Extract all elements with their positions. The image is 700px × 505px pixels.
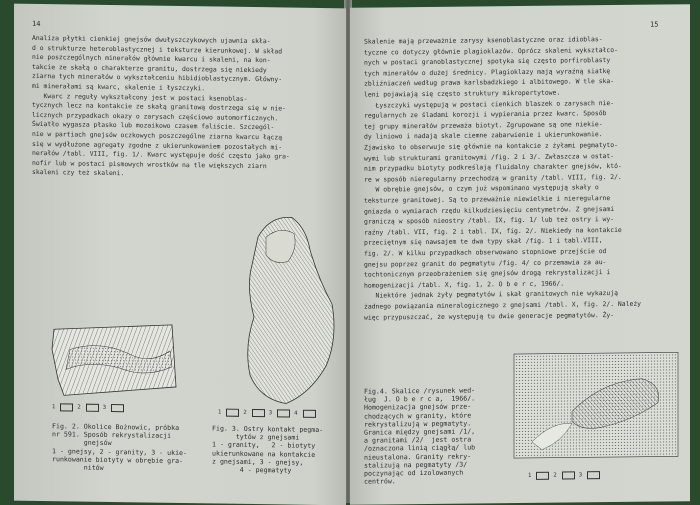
text-line: tycznych lecz na kontakcie ze skałą granitową dostrzega się w nie-	[32, 101, 286, 113]
caption-line: nitów	[52, 463, 104, 472]
fig3-legend-swatch-1	[226, 409, 239, 417]
text-line: graniczą w sposób nieostry /tabl. IX, fig. 1/ lub też ostry i wy-	[364, 215, 615, 226]
figure-3-caption	[212, 424, 323, 475]
text-line: tych minerałów o dużej średnicy. Plagioklazy mają wyraźną siatkę	[364, 66, 611, 78]
caption-line: z gnejsami, 3 - gnejsy,	[212, 457, 304, 467]
text-line: Analiza płytki cienkiej gnejsów dwułyszczykowych ujawnia skła-	[32, 33, 271, 46]
fig4-legend-swatch-2	[562, 471, 575, 479]
text-line: mi minerałami są kwarc, skalenie i łyszczyki.	[32, 81, 206, 93]
text-line: gnejsu poprzez granit do pegmatytu /fig. 4/ co przemawia za au-	[364, 257, 607, 269]
fig4-legend-swatch-3	[587, 471, 600, 479]
text-line: wymi lub strukturami granitowymi /fig. 2 i 3/. Zwłaszcza w ostat-	[364, 151, 615, 163]
fig2-legend-1: 1	[52, 404, 56, 411]
right-page	[350, 4, 690, 505]
text-line: licznych przypadkach okazy o zarysach częściowo automorficznych.	[32, 110, 279, 123]
text-line: się w wydłużone agregaty zgodne z ukierunkowaniem pozostałych mi-	[32, 139, 283, 152]
fig4-legend-1: 1	[528, 472, 532, 479]
caption-line: Granica między gnejsami /1/,	[364, 427, 476, 437]
fig4-legend-swatch-1	[536, 472, 549, 480]
text-line: więc przypuszczać, że występują tu dwie generacje pegmatytów. Ży-	[364, 310, 615, 322]
text-line: re w sposób nieregularny przechodzą w granity /tabl. VIII, fig. 2/.	[364, 172, 622, 184]
text-line: regularnych ze śladami korozji i wypierania przez kwarc. Sposób	[364, 109, 607, 120]
caption-line: /oznaczona linią ciągłą/ lub	[364, 443, 476, 454]
caption-line: nieustalona. Granity rekry-	[364, 452, 472, 462]
caption-line: ług J. O b e r c a, 1966/.	[364, 394, 476, 404]
figure-2-legend	[52, 403, 124, 412]
text-line: Zjawisko to obserwuje się głównie na kontakcie z żyłami pegmatyto-	[364, 140, 618, 152]
caption-line: Homogenizacja gnejsów prze-	[364, 402, 472, 413]
fig3-legend-2: 2	[243, 409, 247, 416]
fig2-legend-2: 2	[77, 404, 81, 411]
text-line: nie w partiach gnejsów oczkowych poszczególne ziarna kwarcu łączą	[32, 129, 283, 142]
fig2-legend-swatch-1	[60, 403, 73, 411]
left-page	[14, 4, 346, 505]
caption-line: 4 - pegmatyty	[212, 465, 292, 475]
figure-3-legend	[218, 409, 316, 418]
fig4-legend-3: 3	[578, 472, 583, 479]
text-line: homogenizacji /tabl. X, fig. 1, 2. O b e r c, 1966/.	[364, 279, 565, 290]
caption-line: tytów z gnejsami	[212, 432, 300, 442]
text-line: leni pojawiają się często struktury mikropertytowe.	[364, 88, 561, 99]
text-line: gniazda o wymiarach rzędu kilkudziesięciu centymetrów. Z gnejsami	[364, 204, 615, 216]
text-line: Niektóre jednak żyły pegmatytów i skał granitowych nie wykazują	[364, 289, 618, 301]
fig3-legend-4: 4	[294, 410, 298, 417]
text-line: Światło wygasza płasko lub mozaikowo czasem faliście. Szczegól-	[32, 120, 275, 132]
text-line: dy liniowo i nadają skale ciemne zabarwienie i ukierunkowanie.	[364, 130, 603, 142]
text-line: d o strukturze heteroblastycznej i teksturze kierunkowej. W skład	[32, 43, 283, 56]
text-line: Skalenie mają przeważnie zarysy ksenoblastyczne oraz idioblas-	[364, 35, 603, 46]
text-line: skaleni czy też skaleni.	[32, 168, 125, 178]
text-line: nie poszczególnych minerałów głównie kwarcu i skaleni, na kon-	[32, 53, 271, 65]
caption-line: a granitami /2/ jest ostra	[364, 435, 472, 445]
text-line: tyczne co dotyczy głównie plagioklazów. Oprócz skaleni wykształco-	[364, 45, 618, 57]
caption-line: poczynając od izolowanych	[364, 468, 464, 478]
figure-2-caption	[52, 422, 187, 473]
text-line: tochtonicznym przeobrażeniem się gnejsów drogą rekrystalizacji i	[364, 268, 611, 279]
text-line: Łyszczyki występują w postaci cienkich blaszek o zarysach nie-	[364, 98, 615, 110]
fig3-legend-swatch-4	[303, 410, 316, 418]
caption-line: stalizują na pegmatyty /3/	[364, 460, 468, 470]
caption-line: ukierunkowane na kontakcie	[212, 449, 316, 459]
text-line: żadnego powiązania mineralogicznego z gnejsami /tabl. X, fig. 2/. Należy	[364, 299, 642, 311]
caption-line: rekrystalizują w pegmatyty.	[364, 419, 472, 429]
text-line: W obrębie gnejsów, o czym już wspominano występują skały o	[364, 183, 599, 195]
caption-line: 1 - gnejsy, 2 - granity, 3 - ukie-	[52, 446, 187, 457]
page-number-left: 14	[32, 19, 41, 29]
text-line: Kwarc z reguły wykształcony jest w postaci ksenoblas-	[32, 91, 248, 103]
text-line: przeciętnym się nawsajem te dwa typy skał /fig. 1 i tabl.VIII,	[364, 236, 603, 248]
text-line: zbliźniaczeń według prawa karlsbadzkiego i albitowego. W tle ska-	[364, 77, 615, 89]
text-line: raźny /tabl. VII, fig. 2 i tabl. IX, fig. 2/. Niekiedy na kontakcie	[364, 225, 622, 237]
fig2-legend-swatch-3	[111, 404, 124, 412]
text-line: nerałów /tabl. VIII, fig. 1/. Kwarc występuje dość często jako gra-	[32, 149, 290, 161]
text-line: nim przypadku biotyty podkreślają fluidalny charakter gnejsów, któ-	[364, 162, 622, 173]
text-line: teksturze granitowej. Są to przeważnie niewielkie i nieregularne	[364, 194, 611, 205]
fig2-legend-3: 3	[102, 404, 107, 411]
fig3-legend-swatch-2	[252, 409, 265, 417]
text-line: takcie ze skałą o charakterze granitu, dostrzega się niekiedy	[32, 62, 267, 75]
caption-line: nr 591. Sposób rekrystalizacji	[52, 430, 172, 441]
fig2-legend-swatch-2	[86, 404, 99, 412]
caption-line: centrów.	[364, 477, 396, 486]
figure-2-drawing	[50, 319, 180, 401]
caption-line: chodzących w granity, które	[364, 411, 472, 421]
fig3-legend-1: 1	[218, 409, 222, 416]
figure-4-drawing	[512, 350, 682, 462]
text-line: nofir lub w postaci pismowych wrostków na tle większych ziarn	[32, 158, 267, 171]
text-line: tej grupy minerałów przeważa biotyt. Zgrupowane są one niekie-	[364, 119, 603, 131]
figure-4-legend	[528, 471, 600, 480]
fig4-legend-2: 2	[553, 472, 557, 479]
text-line: ziarna tych minerałów o wykształceniu hibidioblastycznym. Główny-	[32, 72, 283, 84]
figure-4-caption	[364, 386, 475, 486]
caption-line: gnejsów	[52, 438, 112, 448]
figure-3-drawing	[240, 207, 340, 408]
caption-line: Fig.4. Skalice /rysunek wed-	[364, 386, 476, 396]
caption-line: 1 - granity, 2 - biotyty	[212, 440, 316, 451]
text-line: fig. 2/. W kilku przypadkach obserwowano stopniowe przejście od	[364, 247, 607, 258]
caption-line: runkowanie biotyty w obrębie gra-	[52, 455, 184, 465]
caption-line: Fig. 2. Okolice Bożnowic, próbka	[52, 422, 180, 432]
fig3-legend-3: 3	[268, 410, 273, 417]
text-line: nych w postaci granoblastycznej spotyka się często porfiroblasty	[364, 56, 611, 67]
fig3-legend-swatch-3	[277, 409, 290, 417]
caption-line: Fig. 3. Ostry kontakt pegma-	[212, 424, 324, 434]
page-number-right: 15	[650, 20, 659, 29]
